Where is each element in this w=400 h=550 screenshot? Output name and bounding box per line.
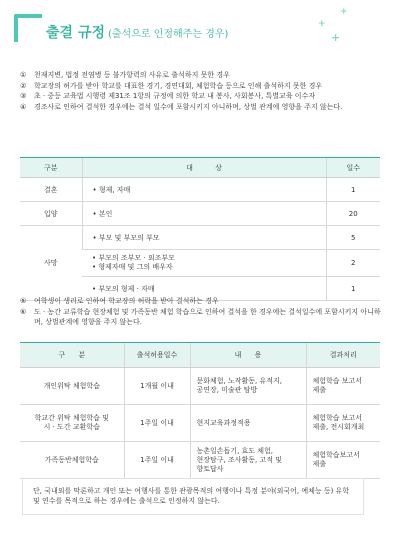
column-header: 구분 — [20, 158, 82, 178]
category-cell: 입양 — [20, 202, 82, 226]
content-cell: 현지교육과정적용 — [190, 405, 306, 442]
item-number: ⑤ — [20, 297, 27, 305]
sparkle-icon: + — [318, 19, 326, 29]
table-row — [20, 178, 380, 202]
column-header: 출석허용일수 — [124, 343, 190, 368]
days-cell: 20 — [326, 202, 380, 226]
category-cell: 사망 — [20, 226, 82, 301]
page-title — [46, 22, 228, 42]
table-header-row — [20, 158, 380, 178]
list-item — [20, 307, 382, 328]
item-text: 도 · 농간 교류학습 현장체험 및 가족동반 체험 학습으로 인하여 결석을 한 경우에는 결석일수에 포함시키지 아니하며, 상벌관계에 영향을 주지 않는다. — [34, 307, 381, 326]
list-item — [20, 81, 382, 92]
category-cell: 개인위탁 체험학습 — [20, 368, 124, 405]
table-row — [20, 442, 380, 479]
category-cell: 가족동반체험학습 — [20, 442, 124, 479]
target-cell: • 부모의 형제 · 자매 — [82, 277, 326, 301]
category-cell: 결혼 — [20, 178, 82, 202]
list-item — [20, 102, 382, 113]
content-cell: 문화체험, 노작활동, 유적지, 공연장, 미술관 탐방 — [190, 368, 306, 405]
column-header: 내 용 — [190, 343, 306, 368]
table-row — [20, 405, 380, 442]
days-cell: 1주일 이내 — [124, 442, 190, 479]
days-cell: 2 — [326, 250, 380, 277]
item-text: 천재지변, 법정 전염병 등 불가항력의 사유로 출석하지 못한 경우 — [34, 71, 230, 79]
attendance-rules-list-2 — [20, 296, 382, 328]
condolence-leave-table — [20, 157, 380, 301]
page-title-main: 출결 규정 — [46, 25, 105, 41]
item-number: ② — [20, 81, 27, 90]
category-cell: 학교간 위탁 체험학습 및 시 · 도간 교환학습 — [20, 405, 124, 442]
corner-bracket-decoration — [14, 14, 42, 42]
days-cell: 1주일 이내 — [124, 405, 190, 442]
column-header: 구 분 — [20, 343, 124, 368]
target-cell: • 부모 및 부모의 부모 — [82, 226, 326, 250]
item-number: ① — [20, 71, 27, 79]
item-number: ⑥ — [20, 307, 27, 316]
footnote-box — [22, 478, 364, 515]
item-number: ④ — [20, 102, 27, 111]
days-cell: 1개월 이내 — [124, 368, 190, 405]
table-row — [20, 202, 380, 226]
target-cell: • 형제, 자매 — [82, 178, 326, 202]
page-title-subtitle: (출석으로 인정해주는 경우) — [107, 29, 229, 40]
days-cell: 1 — [326, 277, 380, 301]
footnote-text: 단, 국내외를 막론하고 개인 또는 여행사를 통한 관광목적의 여행이나 특정 분야(외국어, 예체능 등) 유학 및 연수를 목적으로 하는 경우에는 출석으로 인정하지 않는다. — [33, 487, 350, 505]
item-number: ③ — [20, 92, 27, 100]
attendance-rules-list-1 — [20, 70, 382, 112]
item-text: 여학생이 생리로 인하여 학교장의 허락을 받아 결석하는 경우 — [34, 297, 219, 305]
column-header: 대 상 — [82, 158, 326, 178]
list-item — [20, 70, 382, 81]
column-header: 일수 — [326, 158, 380, 178]
list-item — [20, 91, 382, 102]
result-cell: 체험학습 보고서 제출, 전시회개최 — [306, 405, 380, 442]
table-row — [20, 226, 380, 250]
days-cell: 5 — [326, 226, 380, 250]
field-trip-table — [20, 342, 380, 479]
sparkle-icon: + — [331, 31, 341, 44]
sparkle-icon: + — [340, 7, 348, 17]
result-cell: 체험학습 보고서 제출 — [306, 368, 380, 405]
column-header: 결과처리 — [306, 343, 380, 368]
item-text: 학교장의 허가를 받아 학교를 대표한 경기, 경연대회, 체험학습 등으로 인해 출석하지 못한 경우 — [34, 81, 323, 90]
list-item — [20, 296, 382, 307]
target-cell: • 본인 — [82, 202, 326, 226]
content-cell: 농촌일손돕기, 효도 체험, 현장탐구, 조사활동, 고적 및 향토답사 — [190, 442, 306, 479]
item-text: 초 · 중등 교육법 시행령 제31조 1항의 규정에 의한 학교 내 봉사, 사회봉사, 특별교육 이수자 — [34, 92, 316, 100]
item-text: 경조사로 인하여 결석한 경우에는 결석 일수에 포함시키지 아니하며, 상벌 관계에 영향을 주지 않는다. — [34, 102, 343, 111]
days-cell: 1 — [326, 178, 380, 202]
result-cell: 체험학습보고서 제출 — [306, 442, 380, 479]
target-cell: • 부모의 조부모 · 외조부모 • 형제자매 및 그의 배우자 — [82, 250, 326, 277]
table-header-row — [20, 343, 380, 368]
table-row — [20, 368, 380, 405]
